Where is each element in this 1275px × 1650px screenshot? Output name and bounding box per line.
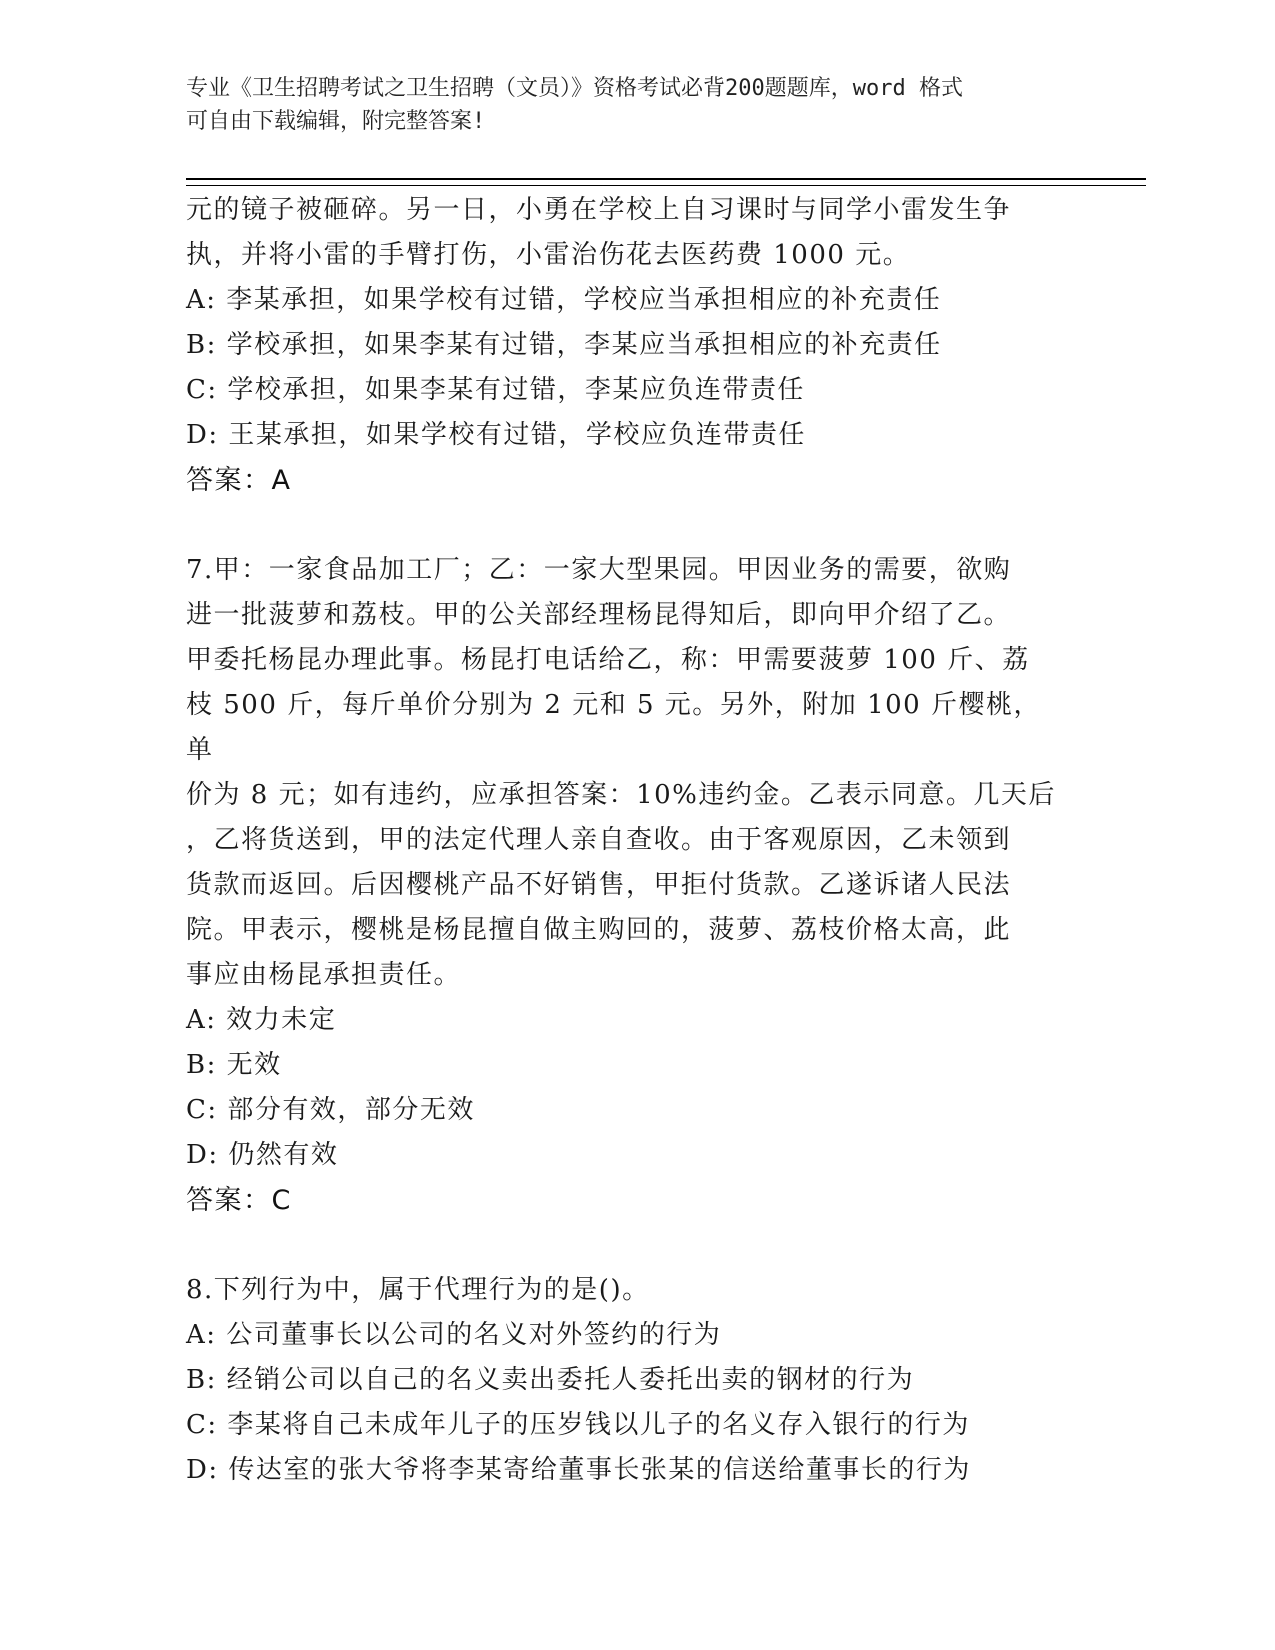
question-stem-line: 甲委托杨昆办理此事。杨昆打电话给乙，称：甲需要菠萝 100 斤、荔 <box>186 645 1030 675</box>
question-stem-line: 价为 8 元；如有违约，应承担答案：10%违约金。乙表示同意。几天后 <box>186 780 1056 810</box>
header-title-line-2: 可自由下载编辑，附完整答案! <box>186 109 486 134</box>
spacer <box>186 1223 1066 1268</box>
option-b: B: 学校承担，如果李某有过错，李某应当承担相应的补充责任 <box>186 330 942 360</box>
question-stem-line: 事应由杨昆承担责任。 <box>186 960 462 990</box>
answer-line: 答案：A <box>186 465 292 496</box>
header-title-line-1: 专业《卫生招聘考试之卫生招聘（文员）》资格考试必背200题题库，word 格式 <box>186 76 963 101</box>
option-c: C: 学校承担，如果李某有过错，李某应负连带责任 <box>186 375 805 405</box>
option-d: D: 传达室的张大爷将李某寄给董事长张某的信送给董事长的行为 <box>186 1455 971 1485</box>
header-rule-thick <box>186 178 1146 180</box>
question-7 <box>186 548 1066 1223</box>
option-a: A: 公司董事长以公司的名义对外签约的行为 <box>186 1320 722 1350</box>
question-stem-line: ，乙将货送到，甲的法定代理人亲自查收。由于客观原因，乙未领到 <box>186 825 1012 855</box>
question-8 <box>186 1268 1066 1493</box>
question-stem-line: 枝 500 斤，每斤单价分别为 2 元和 5 元。另外，附加 100 斤樱桃，单 <box>186 690 1041 765</box>
answer-line: 答案：C <box>186 1185 292 1216</box>
page-header <box>186 72 1086 138</box>
question-stem-line: 执，并将小雷的手臂打伤，小雷治伤花去医药费 1000 元。 <box>186 240 911 270</box>
question-stem-line: 7.甲：一家食品加工厂；乙：一家大型果园。甲因业务的需要，欲购 <box>186 555 1012 585</box>
option-d: D: 王某承担，如果学校有过错，学校应负连带责任 <box>186 420 806 450</box>
question-stem-line: 8.下列行为中，属于代理行为的是()。 <box>186 1275 650 1305</box>
header-rule-thin <box>186 185 1146 186</box>
option-c: C: 李某将自己未成年儿子的压岁钱以儿子的名义存入银行的行为 <box>186 1410 970 1440</box>
option-a: A: 李某承担，如果学校有过错，学校应当承担相应的补充责任 <box>186 285 942 315</box>
question-6 <box>186 188 1066 503</box>
question-stem-line: 元的镜子被砸碎。另一日，小勇在学校上自习课时与同学小雷发生争 <box>186 195 1012 225</box>
question-stem-line: 院。甲表示，樱桃是杨昆擅自做主购回的，菠萝、荔枝价格太高，此 <box>186 915 1012 945</box>
spacer <box>186 503 1066 548</box>
option-a: A: 效力未定 <box>186 1005 337 1035</box>
option-c: C: 部分有效，部分无效 <box>186 1095 475 1125</box>
option-b: B: 无效 <box>186 1050 282 1080</box>
option-b: B: 经销公司以自己的名义卖出委托人委托出卖的钢材的行为 <box>186 1365 915 1395</box>
option-d: D: 仍然有效 <box>186 1140 339 1170</box>
question-stem-line: 货款而返回。后因樱桃产品不好销售，甲拒付货款。乙遂诉诸人民法 <box>186 870 1012 900</box>
question-stem-line: 进一批菠萝和荔枝。甲的公关部经理杨昆得知后，即向甲介绍了乙。 <box>186 600 1012 630</box>
document-body <box>186 188 1066 1493</box>
